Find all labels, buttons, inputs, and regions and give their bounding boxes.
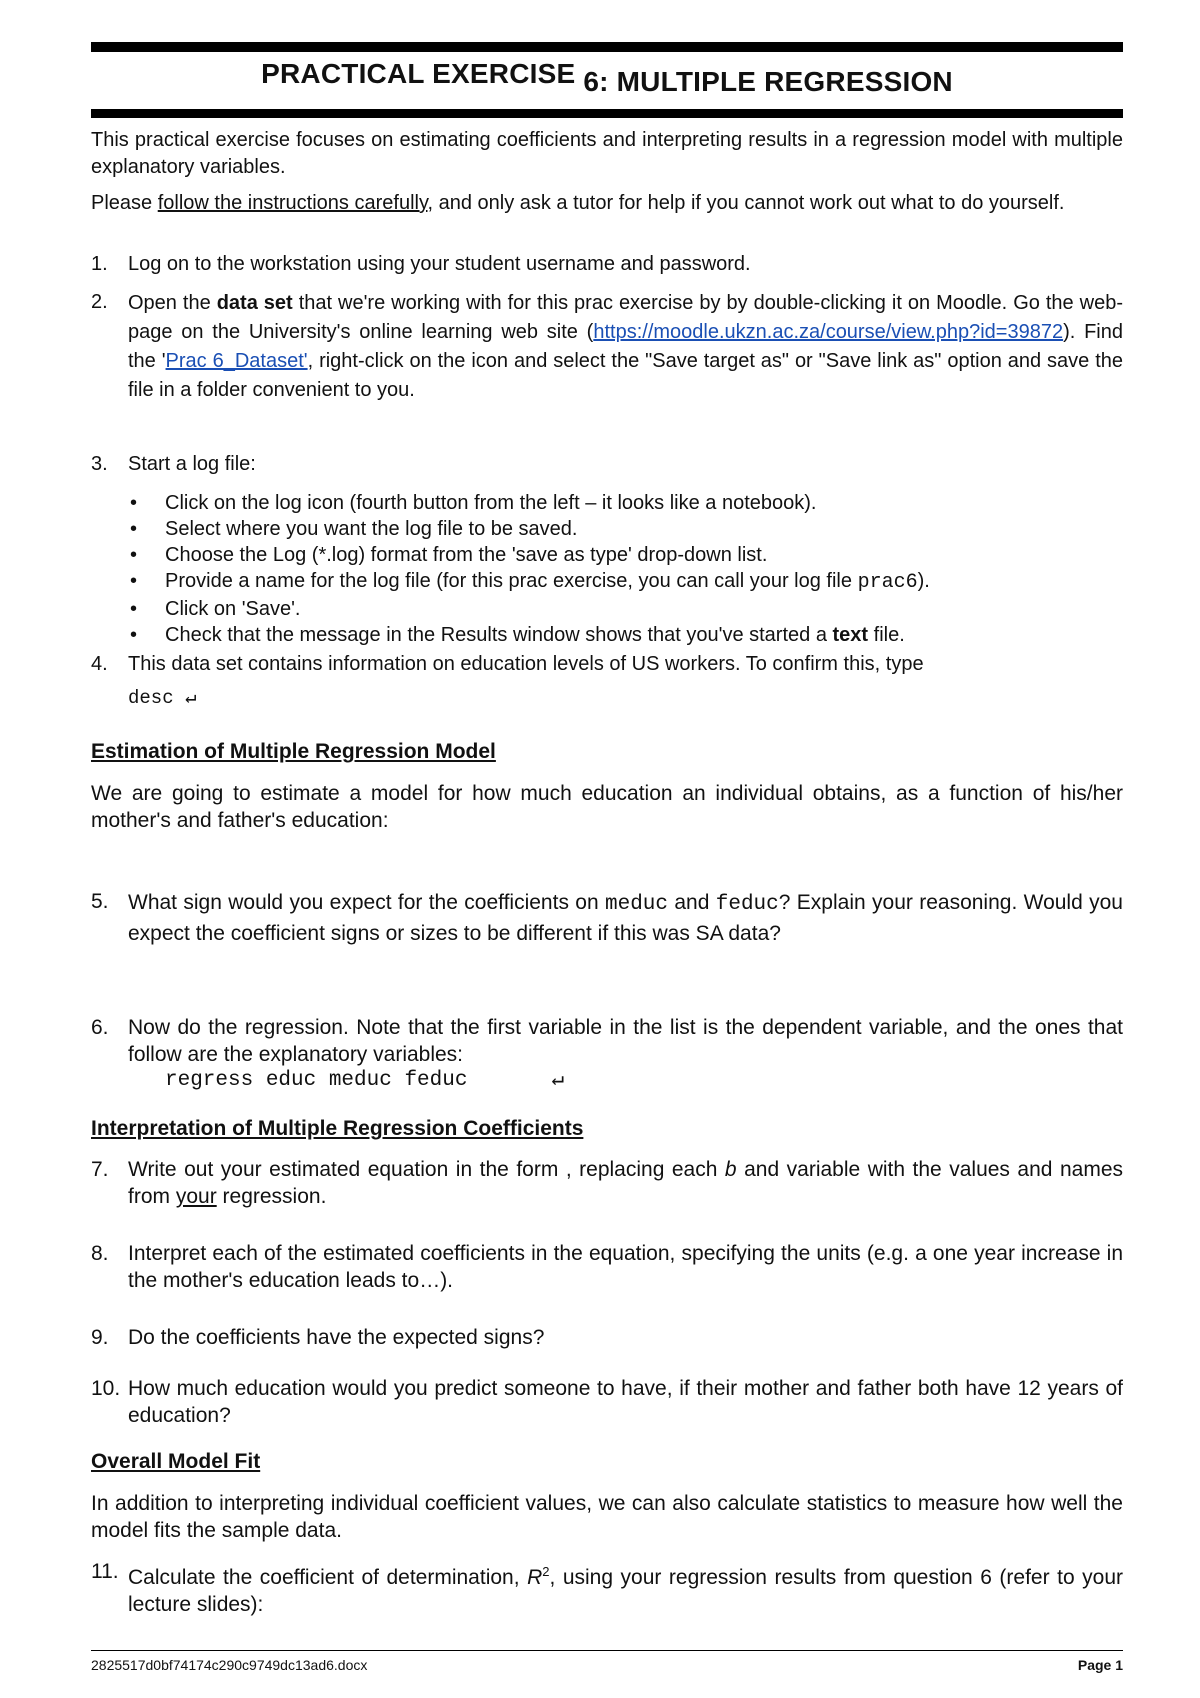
item-number: 9.	[91, 1326, 109, 1349]
item5-pre: What sign would you expect for the coefficients on	[128, 891, 605, 914]
item-number: 10.	[91, 1377, 121, 1400]
bullet-text-post: ).	[917, 570, 930, 592]
item11-pre: Calculate the coefficient of determination,	[128, 1566, 528, 1589]
bullet-item	[128, 568, 1123, 596]
title-rule-top	[91, 42, 1123, 52]
bullet-icon: •	[130, 624, 138, 646]
item-text: Start a log file:	[128, 453, 256, 475]
item-text: How much education would you predict someone to have, if their mother and father both have 12 years of education?	[128, 1377, 1123, 1427]
item5-code-feduc: feduc	[715, 893, 779, 916]
item11-r: R	[527, 1566, 543, 1589]
section-heading-interpretation: Interpretation of Multiple Regression Coefficients	[91, 1117, 584, 1140]
bullet-text: Select where you want the log file to be saved.	[165, 518, 578, 540]
list-item-8	[91, 1240, 1123, 1294]
item11-post: , using your regression results from question 6 (refer to your lecture slides):	[128, 1566, 1123, 1616]
bullet-item	[128, 490, 1123, 516]
item5-mid: and	[668, 891, 716, 914]
item-text: Log on to the workstation using your student username and password.	[128, 253, 751, 275]
enter-icon: ↵	[551, 1069, 565, 1092]
item-text: Interpret each of the estimated coefficients in the equation, specifying the units (e.g. a one year increase in the mother's education leads to…).	[128, 1242, 1123, 1292]
section-heading-estimation: Estimation of Multiple Regression Model	[91, 740, 496, 763]
list-item-1	[91, 251, 1123, 278]
footer-page-number: Page 1	[1077, 1657, 1123, 1673]
item-text	[128, 1558, 1123, 1618]
list-item-11	[91, 1558, 1123, 1618]
item-number: 2.	[91, 291, 108, 313]
bullet-text: Click on 'Save'.	[165, 598, 301, 620]
bullet-item	[128, 516, 1123, 542]
page-title	[91, 58, 1123, 97]
item2-mid2: ). Find the '	[128, 321, 1123, 372]
bullet-icon: •	[130, 492, 138, 514]
title-part2: 6: MULTIPLE REGRESSION	[583, 66, 953, 97]
item-text	[128, 289, 1123, 405]
log-steps-list	[128, 490, 1123, 648]
regress-code: regress educ meduc feduc	[165, 1069, 468, 1092]
item-text	[128, 888, 1123, 948]
bullet-code: prac6	[857, 571, 918, 594]
item-number: 8.	[91, 1242, 109, 1265]
item2-bold: data set	[216, 292, 293, 314]
item7-underline: your	[175, 1185, 217, 1208]
dataset-link[interactable]: Prac 6_Dataset'	[165, 350, 308, 372]
item-number: 4.	[91, 653, 108, 675]
item-text: Now do the regression. Note that the first variable in the list is the dependent variable, and the ones that follow are the explanatory variables:	[128, 1016, 1123, 1066]
item-number: 11.	[91, 1560, 119, 1583]
section-estimation-paragraph: We are going to estimate a model for how much education an individual obtains, as a function of his/her mother's and father's education:	[91, 782, 1123, 832]
bullet-item	[128, 542, 1123, 568]
moodle-link[interactable]: https://moodle.ukzn.ac.za/course/view.php?id=39872	[593, 321, 1064, 343]
item7-italic: b	[724, 1158, 737, 1181]
item-text	[128, 1156, 1123, 1210]
bullet-text-post: file.	[868, 624, 905, 646]
bullet-icon: •	[130, 598, 138, 620]
list-item-7	[91, 1156, 1123, 1210]
list-item-5	[91, 888, 1123, 948]
item2-pre: Open the	[128, 292, 217, 314]
item11-sup: 2	[542, 1564, 550, 1579]
bullet-text: Provide a name for the log file (for this prac exercise, you can call your log file	[165, 570, 858, 592]
item-number: 5.	[91, 890, 109, 913]
bullet-text: Check that the message in the Results window shows that you've started a	[165, 624, 833, 646]
item-number: 1.	[91, 253, 108, 275]
title-part1: PRACTICAL EXERCISE	[261, 58, 576, 89]
bullet-text: Click on the log icon (fourth button from the left – it looks like a notebook).	[165, 492, 817, 514]
bullet-icon: •	[130, 570, 138, 592]
bullet-bold: text	[832, 624, 869, 646]
list-item-2	[91, 289, 1123, 405]
footer-filename: 2825517d0bf74174c290c9749dc13ad6.docx	[91, 1657, 368, 1673]
item-number: 7.	[91, 1158, 109, 1181]
item5-post: ? Explain your reasoning. Would you expect the coefficient signs or sizes to be different if this was SA data?	[128, 891, 1123, 945]
list-item-3	[91, 451, 1123, 478]
regress-command	[128, 1068, 1123, 1094]
list-item-4	[91, 651, 1123, 709]
item-text: This data set contains information on education levels of US workers. To confirm this, type	[128, 653, 924, 675]
desc-command: desc ↵	[128, 687, 197, 709]
item5-code-meduc: meduc	[605, 893, 669, 916]
intro-p2-underline: follow the instructions carefully	[157, 192, 428, 214]
bullet-item	[128, 622, 1123, 648]
list-item-10	[91, 1375, 1123, 1429]
item7-pre: Write out your estimated equation in the form , replacing each	[128, 1158, 725, 1181]
item7-mid: and variable with the values and names from	[128, 1158, 1123, 1208]
bullet-text: Choose the Log (*.log) format from the 'save as type' drop-down list.	[165, 544, 768, 566]
footer-rule	[91, 1650, 1123, 1651]
item7-post: regression.	[216, 1185, 327, 1208]
bullet-icon: •	[130, 544, 138, 566]
item2-mid: that we're working with for this prac exercise by by double-clicking it on Moodle. Go the web-page on the University's online learning web site (	[128, 292, 1124, 343]
item2-post: , right-click on the icon and select the "Save target as" or "Save link as" option and save the file in a folder convenient to you.	[128, 350, 1123, 401]
list-item-9	[91, 1324, 1123, 1351]
list-item-6	[91, 1014, 1123, 1094]
intro-p2-post: , and only ask a tutor for help if you cannot work out what to do yourself.	[427, 192, 1065, 214]
section-model-fit-paragraph: In addition to interpreting individual coefficient values, we can also calculate statistics to measure how well the model fits the sample data.	[91, 1492, 1123, 1542]
section-heading-model-fit: Overall Model Fit	[91, 1450, 261, 1473]
item-number: 3.	[91, 453, 108, 475]
bullet-item	[128, 596, 1123, 622]
title-rule-bottom	[91, 109, 1123, 118]
intro-paragraph-2	[91, 190, 1123, 217]
intro-paragraph-1: This practical exercise focuses on estimating coefficients and interpreting results in a regression model with multiple explanatory variables.	[91, 129, 1123, 178]
item-text: Do the coefficients have the expected signs?	[128, 1326, 545, 1349]
item-number: 6.	[91, 1016, 109, 1039]
bullet-icon: •	[130, 518, 138, 540]
intro-p2-pre: Please	[91, 192, 158, 214]
